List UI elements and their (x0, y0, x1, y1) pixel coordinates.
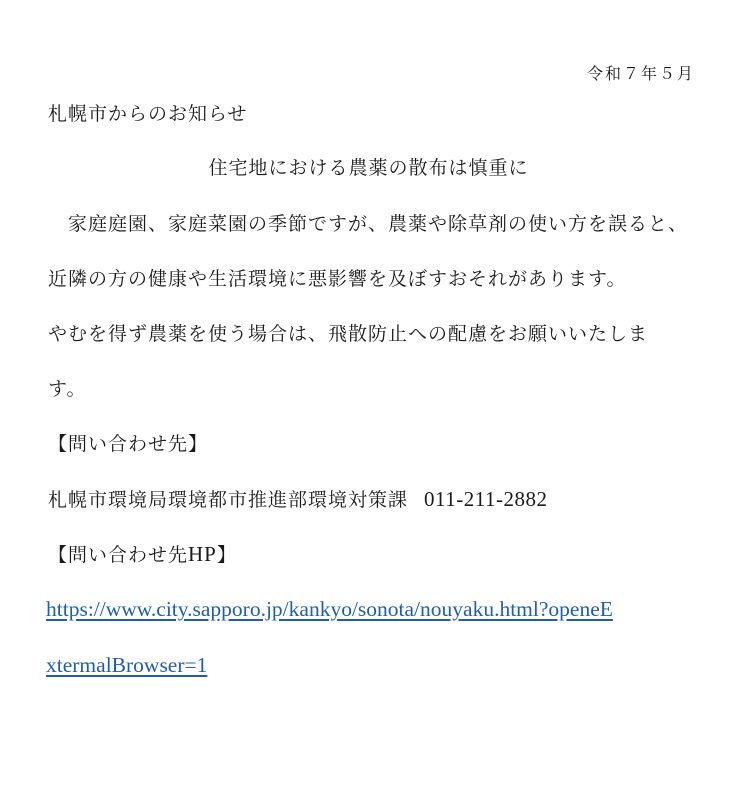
contact-info (48, 487, 547, 512)
notice-heading: 札幌市からのお知らせ (48, 103, 248, 125)
contact-heading: 【問い合わせ先】 (48, 433, 209, 455)
hp-heading-latin: HP (188, 542, 217, 566)
hp-heading-suffix: 】 (216, 544, 237, 566)
hp-heading-prefix: 【問い合わせ先 (48, 544, 189, 566)
contact-url-link-line-2[interactable]: xtermalBrowser=1 (46, 653, 208, 677)
notice-title: 住宅地における農薬の散布は慎重に (208, 157, 529, 179)
contact-phone: 011-211-2882 (424, 487, 548, 511)
document-date: 令和７年５月 (586, 64, 695, 83)
hp-heading (48, 542, 237, 567)
body-line-2: 近隣の方の健康や生活環境に悪影響を及ぼすおそれがあります。 (48, 268, 627, 290)
body-line-1: 家庭庭園、家庭菜園の季節ですが、農薬や除草剤の使い方を誤ると、 (48, 213, 689, 235)
body-line-3: やむを得ず農薬を使う場合は、飛散防止への配慮をお願いいたしま (48, 323, 649, 345)
contact-department: 札幌市環境局環境都市推進部環境対策課 (48, 489, 409, 511)
contact-url-link-line-1[interactable]: https://www.city.sapporo.jp/kankyo/sonota/nouyaku.html?openeE (46, 597, 613, 621)
body-line-4: す。 (48, 378, 87, 400)
